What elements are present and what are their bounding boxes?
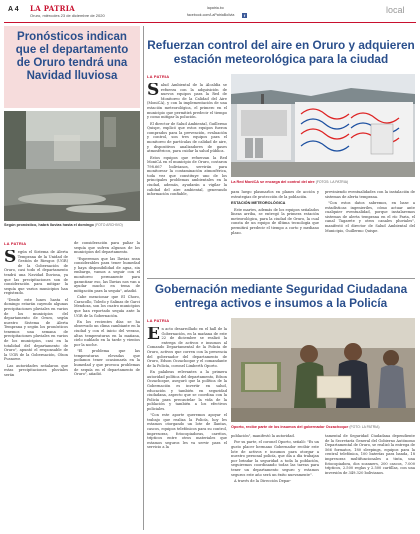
paragraph: Cabe mencionar que El Choro, Caracollo, Toledo y Salinas de Garci Mendoza, son los cuatro municipios que han reportado sequía ante la UGR de la Gobernación. [74,295,140,318]
paragraph: "El problema que las temperaturas elevadas que podamos tener ocasionaría en la humedad y que provoca problemas de sequía en el departamento de Oruro", añadió. [74,349,140,377]
paragraph: "Esperemos que las lluvias sean considerables para tener humedad y haya disponibilidad de agua, sin embargo, vamos a seguir con el monitoreo permanente para garantizar eso, las lluvias nos van a ayudar mucho en tema de mitigación para la sequía", añadió. [74,256,140,293]
left-photo-caption-credit: (FOTO ARCHIVO) [94,223,123,227]
air-photo-caption [231,180,415,184]
social-link[interactable]: facebook.com/LaPatriaBolivia [187,13,235,17]
left-story-col2 [74,241,140,530]
newspaper-name: LA PATRIA [30,4,76,13]
left-story-col1 [4,250,68,530]
paragraph: tamental de Seguridad Ciudadana dependiente de la Secretaría General del Gobierno Autónomo Departamental de Oruro, se realizó la entrega de 566 formatos, 180 sleepings, equipos para la central telefónica, 100 baterías para banda, 18 impresoras multifuncionales a tinta, una fotocopiadora, dos scanners, 200 cascos, 7.000 trípticos, 2.500 reglas y 2.500 cartillas, con una inversión de 349.320 bolivianos. [325,434,415,475]
paragraph: Este martes, además de los equipos señalados líneas arriba, se entregó la primera estación meteorológica, para la ciudad de Oruro, la cual consta de un equipo de última tecnología que permitirá predecir el tiempo a corto y mediano plazo. [231,207,319,235]
drop-cap: E [147,327,160,344]
paragraph: previniendo eventualidades con la instalación de sistemas de alerta temprana. [325,190,415,199]
left-photo-caption [4,223,140,227]
police-story-photo [231,318,415,422]
police-story-kicker: LA PATRIA [147,318,170,323]
paragraph: Las autoridades señalaron que estas precipitaciones pluviales serán [4,363,68,378]
police-photo-caption-credit: (FOTO: LA PATRIA) [349,425,380,429]
subhead: ESTACIÓN METEOROLÓGICA [231,201,286,206]
page-number: A 4 [8,6,19,13]
paragraph: alud Ambiental de la Alcaldía se refuerza con la adquisición de nuevos equipos para la Red de Monitoreo de la Calidad del Aire (MoniCA), y con la implementación de una estación meteorológica, el primero en el municipio que permitirá predecir el tiempo y como mitigar la polución. [147,83,227,120]
left-story-kicker: LA PATRIA [4,241,27,246]
drop-cap: S [147,83,160,100]
air-photo-caption-bold: La Red MoniCA se encarga del control del aire [231,180,315,184]
police-photo-caption [231,425,415,429]
air-story-col2 [231,190,319,275]
police-photo-caption-bold: Oporto, recibe parte de los insumos del gobernador Oczachoque [231,425,349,429]
paragraph: para luego plasmarlos en planes de acción y estrategias de protección de la población. [231,190,319,199]
section-divider [147,278,415,279]
air-story-col3 [325,190,415,275]
page-header [4,3,416,23]
air-headline: Refuerzan control del aire en Oruro y adquieren estación meteorológica para la ciudad [147,38,415,66]
facebook-icon: f [243,12,246,18]
paragraph: Por su parte, el coronel Oporto, señaló: "Es un gusto placer hermano Gobernador recibir este lote de activos e insumos para otorgar a nuestro personal policía, que día a día trabajan por brindar la seguridad a toda la población, seguiremos coordinando todas las tareas para tener un departamento seguro y estamos seguros este año será un éxito nuevamente". [231,440,319,477]
police-story-col2 [231,434,319,530]
paragraph: "Desde este lunes hasta el domingo estarán cayendo algunas precipitaciones pluviales en varios de los municipios del departamento de Oruro, según nuestro Sistema de Alerta Temprana y según los pronósticos tenemos una semana de precipitaciones pluviales en varios de los municipios, casi en la totalidad del departamento de Oruro", apuntó el responsable de la UGR de la Gobernación, Olson Pusnowe. [4,297,68,362]
air-story-photo [231,74,415,177]
paragraph: "Con este aporte queremos apoyar el trabajo que realiza la Policía, hoy les estamos otorgando un lote de llantas, cascos, equipos telefónicos para su control, impresoras, fotocopiadoras, carritos, trípticos entre otros materiales que estamos seguros les va servir para el servicio a la [147,413,227,450]
paragraph: En palabras relevantes a la primera autoridad política del departamento, Edson Oczachoque, aseguró que la política de la Gobernación es invertir en salud, educación y también en seguridad ciudadana, aspecto que se coordina con la Policía para precautelar la vida de la población y también a los efectivos policiales. [147,370,227,411]
paragraph: "Con estos datos sabremos, en base a estadísticas ingenieriles, cómo actuar ante cualquier eventualidad, porque instalaremos sistemas de alerta temprana en el río Paria, el canal Tagarete y otros canales pluviales", manifestó el director de Salud Ambiental del Municipio, Guillermo Quispe. [325,200,415,233]
left-headline: Pronósticos indican que el departamento de Oruro tendrá una Navidad lluviosa [15,31,129,82]
paragraph: En los recientes días se ha observado un clima cambiante en la ciudad y con el inicio del verano, altas temperaturas en la mañana, cielo nublado en la tarde y vientos por la noche. [74,319,140,347]
drop-cap: S [4,250,17,267]
police-story-col3 [325,434,415,530]
air-photo-caption-credit: (FOTOS: LA PATRIA) [315,180,349,184]
police-story-col1 [147,327,227,530]
air-story-kicker: LA PATRIA [147,74,170,79]
column-divider [143,26,144,530]
air-story-col1 [147,83,227,275]
paragraph: de consideración para paliar la sequía que sufren algunos de los municipios del departamento. [74,241,140,255]
header-rule [4,22,416,23]
left-photo-caption-bold: Según pronóstico, habrá lluvias hasta el domingo [4,223,94,227]
paragraph: Estos equipos que refuerzan la Red MoniCA en el municipio de Oruro, costaron 798.667 bolivianos, servirán para monitorear la contaminación atmosférica, toda vez que constituye uno de los principales problemas ambientales en la ciudad, además, ayudarán a vigilar la calidad del aire ambiental, generando información confiable, [147,155,227,197]
paragraph: El director de Salud Ambiental, Guillermo Quispe, explicó que estos equipos fueron comprados para la prevención, evaluación y control, son tres equipos para el monitoreo de partículas de calidad de aire, y dispositivos analizadores de gases atmosféricos, para cuidar la salud pública. [147,121,227,154]
paragraph: n acto desarrollado en el hall de la Gobernación, en la mañana de este 22 de diciembre se realizó la entrega de activos e insumos al Comando Departamental de la Policía de Oruro, activos que corren con la presencia del gobernador del departamento de Oruro, Edson Oczachoque y el comandante de la Policía, coronel Limberth Oporto. [147,327,227,368]
website-link[interactable]: lapatria.bo [207,6,224,10]
police-headline: Gobernación mediante Seguridad Ciudadana entrega activos e insumos a la Policía [154,282,408,310]
left-story-photo [4,111,140,221]
paragraph: A través de la Dirección Depar- [234,478,292,483]
paragraph: egún el Sistema de Alerta Temprana de la Unidad de Gestión de Riesgos (UGR) de la Gobernación de Oruro, casi todo el departamento tendrá una Navidad lluviosa, ya que las precipitaciones son de consideración para mitigar la sequía que varios municipios han registrado. [4,250,68,296]
paragraph: población", manifestó la autoridad. [231,434,295,438]
section-name: local [386,5,405,15]
dateline: Oruro, miércoles 23 de diciembre de 2020 [30,13,105,18]
